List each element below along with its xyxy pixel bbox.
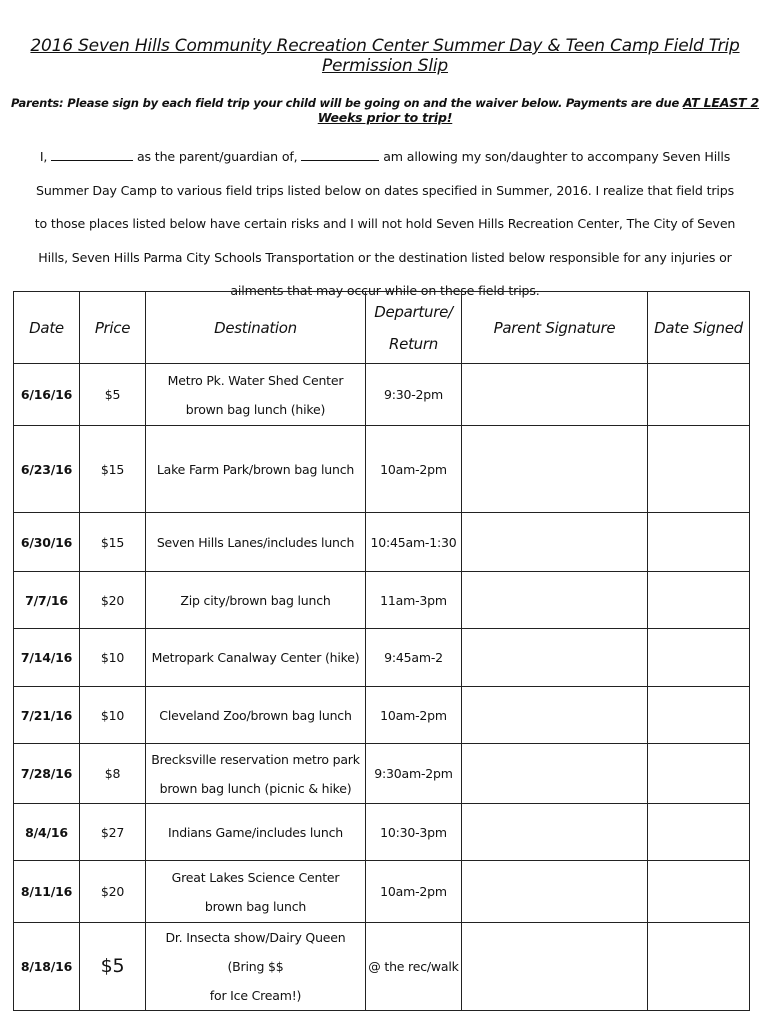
instructions xyxy=(0,95,770,125)
trip-departure-return: 9:30-2pm xyxy=(366,364,462,426)
destination-line-1: Indians Game/includes lunch xyxy=(168,824,343,840)
date-signed-field[interactable] xyxy=(648,804,750,861)
destination-line-1: Dr. Insecta show/Dairy Queen (Bring $$ xyxy=(165,930,346,974)
trip-price: $20 xyxy=(80,572,146,629)
trip-date: 6/16/16 xyxy=(14,364,80,426)
header-return: Return xyxy=(389,334,438,353)
header-departure: Departure/ xyxy=(374,302,453,321)
trip-date: 6/23/16 xyxy=(14,426,80,513)
trip-destination xyxy=(146,804,366,861)
destination-line-2: brown bag lunch xyxy=(204,898,307,914)
destination-line-1: Metropark Canalway Center (hike) xyxy=(151,650,360,665)
trip-date: 7/7/16 xyxy=(14,572,80,629)
trip-date: 8/4/16 xyxy=(14,804,80,861)
trip-destination xyxy=(146,426,366,513)
parent-signature-field[interactable] xyxy=(462,629,648,687)
date-signed-field[interactable] xyxy=(648,513,750,572)
trip-price: $27 xyxy=(80,804,146,861)
date-signed-field[interactable] xyxy=(648,861,750,923)
parent-signature-field[interactable] xyxy=(462,687,648,744)
document-title: 2016 Seven Hills Community Recreation Center Summer Day & Teen Camp Field Trip Permission Slip xyxy=(30,36,740,76)
instructions-text: Parents: Please sign by each field trip your child will be going on and the waiver below. Payments are due xyxy=(10,96,683,110)
date-signed-field[interactable] xyxy=(648,629,750,687)
destination-line-1: Cleveland Zoo/brown bag lunch xyxy=(159,707,352,723)
date-signed-field[interactable] xyxy=(648,744,750,804)
trip-destination xyxy=(146,687,366,744)
trip-date: 6/30/16 xyxy=(14,513,80,572)
trip-price: $20 xyxy=(80,861,146,923)
header-date-signed: Date Signed xyxy=(648,292,750,364)
trip-departure-return: 10:45am-1:30 xyxy=(366,513,462,572)
parent-signature-field[interactable] xyxy=(462,923,648,1011)
trip-destination xyxy=(146,572,366,629)
date-signed-field[interactable] xyxy=(648,364,750,426)
date-signed-field[interactable] xyxy=(648,923,750,1011)
destination-line-1: Zip city/brown bag lunch xyxy=(180,592,331,608)
trip-price: $8 xyxy=(80,744,146,804)
trip-destination xyxy=(146,861,366,923)
destination-line-2: brown bag lunch (picnic & hike) xyxy=(159,780,352,796)
date-signed-field[interactable] xyxy=(648,687,750,744)
trip-departure-return: @ the rec/walk xyxy=(366,923,462,1011)
trip-departure-return: 10am-2pm xyxy=(366,426,462,513)
parent-signature-field[interactable] xyxy=(462,513,648,572)
child-name-blank[interactable] xyxy=(301,146,379,161)
destination-line-1: Seven Hills Lanes/includes lunch xyxy=(156,534,355,550)
trip-price: $5 xyxy=(80,364,146,426)
trip-date: 7/21/16 xyxy=(14,687,80,744)
date-signed-field[interactable] xyxy=(648,572,750,629)
trip-price: $10 xyxy=(80,687,146,744)
parent-signature-field[interactable] xyxy=(462,744,648,804)
destination-line-1: Great Lakes Science Center xyxy=(171,869,340,885)
field-trip-table xyxy=(13,291,750,1011)
parent-signature-field[interactable] xyxy=(462,804,648,861)
table-body xyxy=(14,364,750,1011)
table-row xyxy=(14,629,750,687)
trip-destination xyxy=(146,923,366,1011)
trip-destination xyxy=(146,629,366,687)
header-date: Date xyxy=(14,292,80,364)
parent-signature-field[interactable] xyxy=(462,861,648,923)
destination-line-1: Brecksville reservation metro park xyxy=(151,751,360,767)
table-row xyxy=(14,364,750,426)
parent-signature-field[interactable] xyxy=(462,572,648,629)
trip-price: $15 xyxy=(80,513,146,572)
trip-departure-return: 10:30-3pm xyxy=(366,804,462,861)
payment-due-note: AT LEAST 2 Weeks prior to trip! xyxy=(317,95,760,125)
table-row xyxy=(14,513,750,572)
header-parent-signature: Parent Signature xyxy=(462,292,648,364)
waiver-text-2: as the parent/guardian of, xyxy=(133,149,302,164)
destination-line-2: for Ice Cream!) xyxy=(209,988,302,1003)
header-destination: Destination xyxy=(146,292,366,364)
table-row xyxy=(14,923,750,1011)
trip-departure-return: 10am-2pm xyxy=(366,687,462,744)
parent-signature-field[interactable] xyxy=(462,364,648,426)
trip-departure-return: 9:30am-2pm xyxy=(366,744,462,804)
parent-name-blank[interactable] xyxy=(51,146,133,161)
trip-date: 8/18/16 xyxy=(14,923,80,1011)
table-row xyxy=(14,861,750,923)
table-row xyxy=(14,426,750,513)
trip-departure-return: 10am-2pm xyxy=(366,861,462,923)
table-row xyxy=(14,744,750,804)
destination-line-1: Metro Pk. Water Shed Center xyxy=(167,372,344,388)
waiver-text-1: I, xyxy=(39,149,52,164)
date-signed-field[interactable] xyxy=(648,426,750,513)
trip-price: $15 xyxy=(80,426,146,513)
table-header-row xyxy=(14,292,750,364)
trip-departure-return: 9:45am-2 xyxy=(366,629,462,687)
trip-date: 7/28/16 xyxy=(14,744,80,804)
waiver-paragraph xyxy=(28,140,742,308)
destination-line-2: brown bag lunch (hike) xyxy=(185,401,326,417)
trip-destination xyxy=(146,364,366,426)
destination-line-1: Lake Farm Park/brown bag lunch xyxy=(156,461,355,477)
trip-price: $5 xyxy=(80,923,146,1011)
table-row xyxy=(14,572,750,629)
trip-departure-return: 11am-3pm xyxy=(366,572,462,629)
table-row xyxy=(14,804,750,861)
trip-date: 7/14/16 xyxy=(14,629,80,687)
waiver-text-3: am allowing my son/daughter to accompany Seven Hills Summer Day Camp to various field trips listed below on dates specified in Summer, 2016. I realize that field trips to those places listed below have certain risks and I will not hold Seven Hills Recreation Center, The City of Seven Hills, Seven Hills Parma City Schools Transportation or the destination listed below responsible for any injuries or ailments that may occur while on these field trips. xyxy=(34,149,736,298)
trip-destination xyxy=(146,744,366,804)
table-row xyxy=(14,687,750,744)
trip-destination xyxy=(146,513,366,572)
header-departure-return xyxy=(366,292,462,364)
header-price: Price xyxy=(80,292,146,364)
trip-price: $10 xyxy=(80,629,146,687)
parent-signature-field[interactable] xyxy=(462,426,648,513)
trip-date: 8/11/16 xyxy=(14,861,80,923)
